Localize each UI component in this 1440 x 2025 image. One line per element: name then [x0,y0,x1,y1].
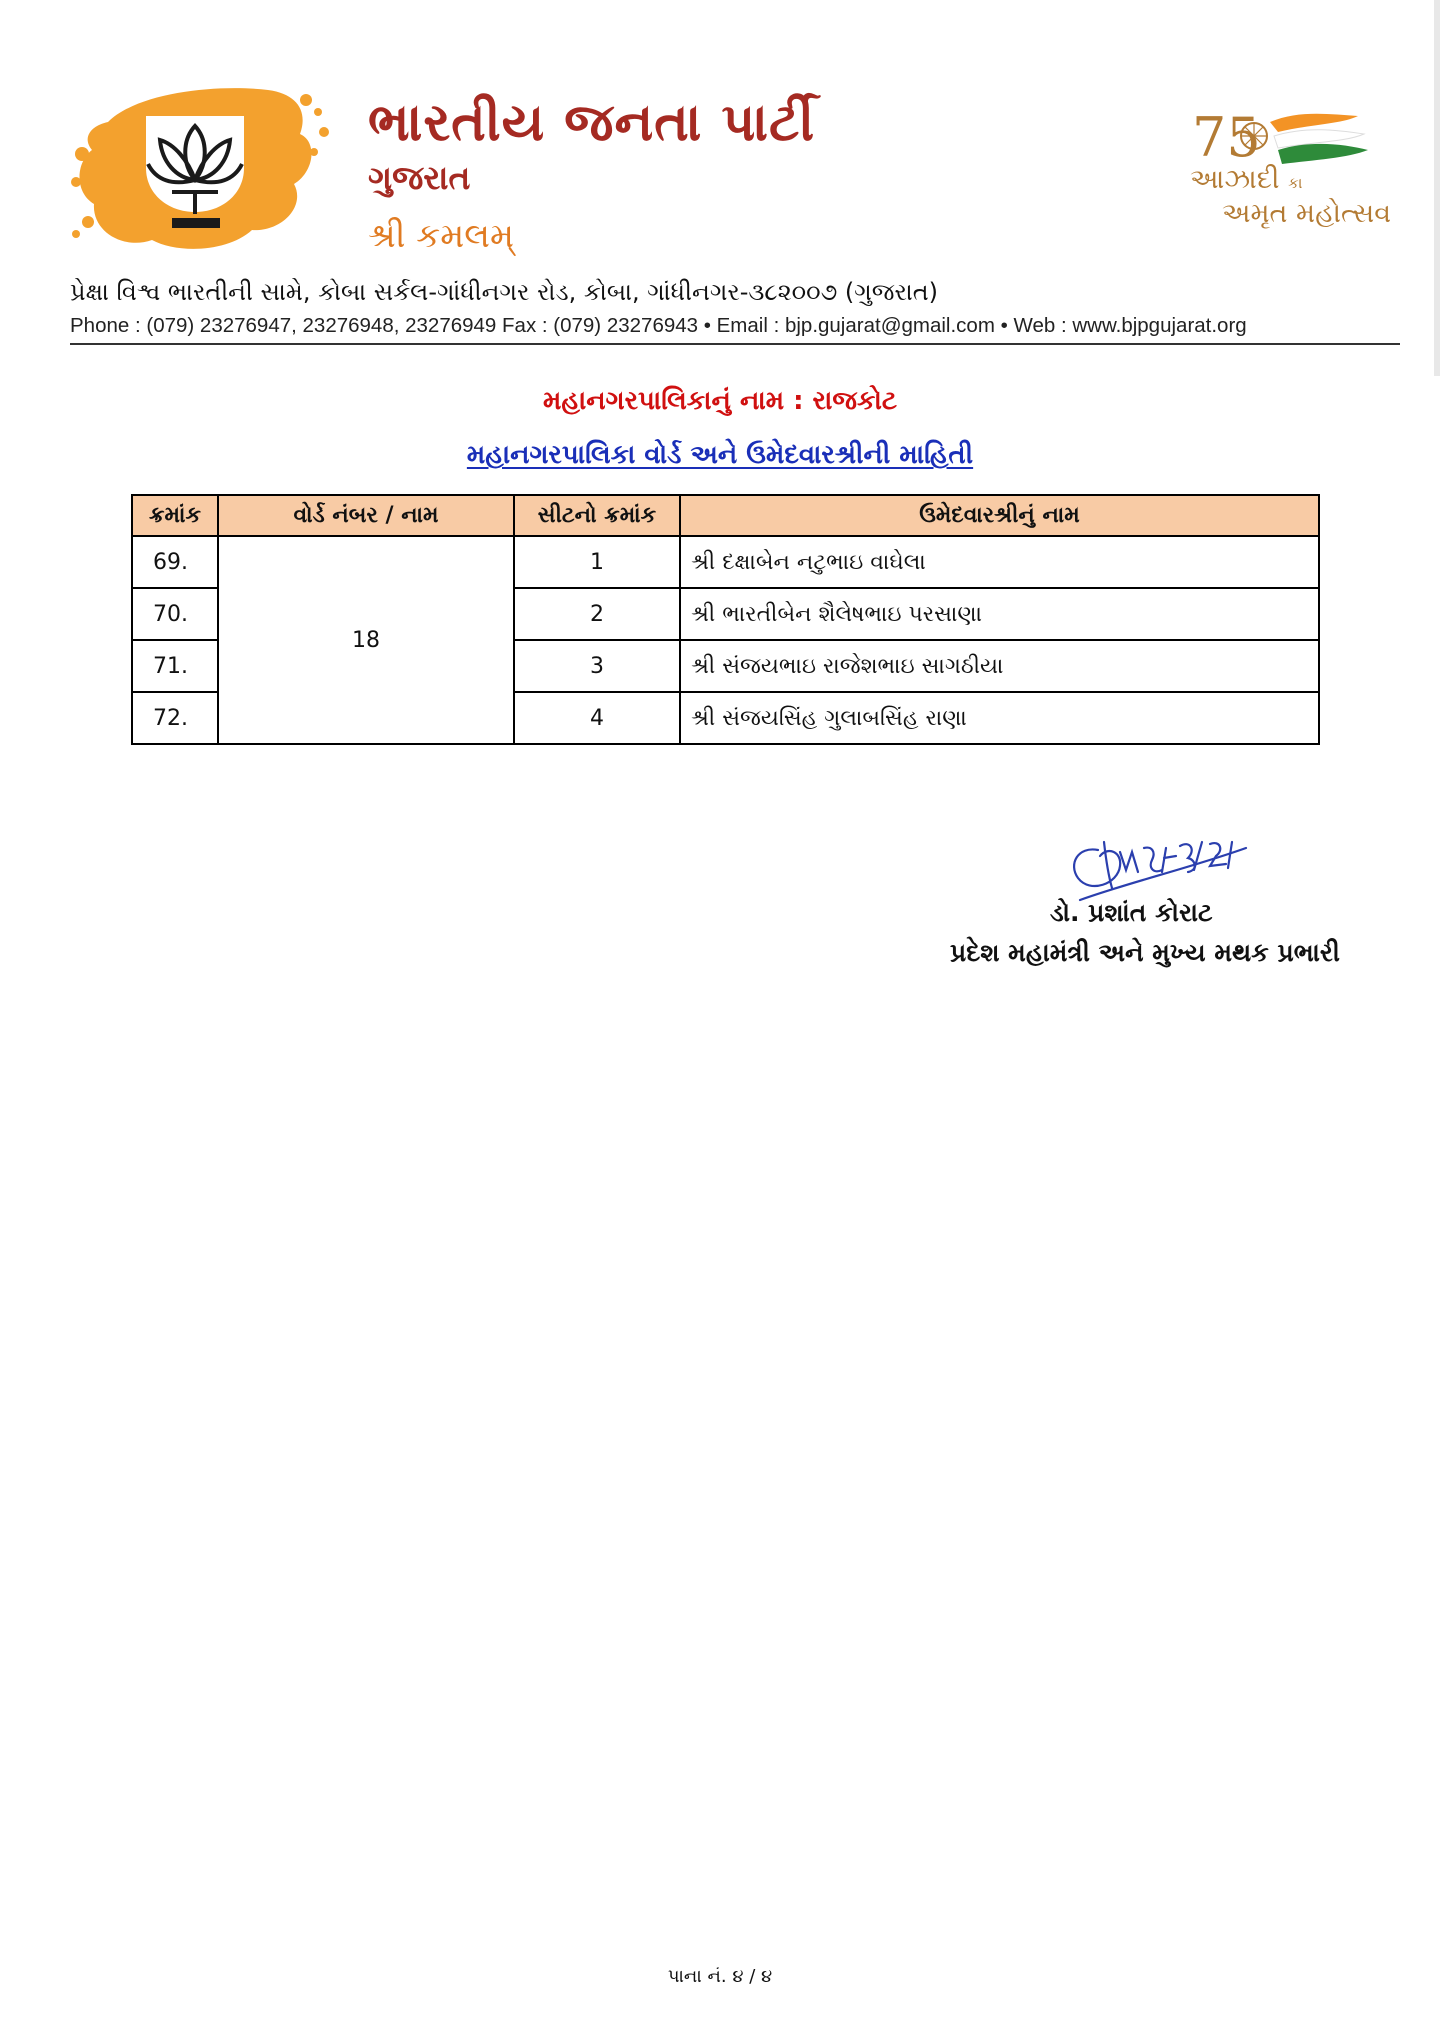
emblem-text-line2: અમૃત મહોત્સવ [1222,198,1392,229]
bjp-lotus-logo [68,82,338,260]
emblem-number: 75 [1192,106,1261,169]
table-row [132,536,1319,588]
info-title-text: મહાનગરપાલિકા વોર્ડ અને ઉમેદવારશ્રીની માહિતી [466,440,974,470]
header-divider [70,343,1400,345]
row-ward-number: 18 [218,536,514,744]
office-name: શ્રી કમલમ્ [368,216,514,256]
header-ward: વોર્ડ નંબર / નામ [218,495,514,536]
info-title [0,440,1440,471]
row-sr-no: 70. [132,588,218,640]
page-number: પાના નં. ૪ / ૪ [667,1966,773,1987]
header-seat: સીટનો ક્રમાંક [514,495,680,536]
row-candidate-name: શ્રી સંજયસિંહ ગુલાબસિંહ રાણા [680,692,1319,744]
table-header-row [132,495,1319,536]
header-sr-no: ક્રમાંક [132,495,218,536]
signatory-name: ડો. પ્રશાંત કોરાટ [1050,898,1213,927]
row-sr-no: 69. [132,536,218,588]
row-seat-number: 1 [514,536,680,588]
row-seat-number: 2 [514,588,680,640]
candidate-table [131,494,1320,745]
row-candidate-name: શ્રી સંજયભાઇ રાજેશભાઇ સાગઠીયા [680,640,1319,692]
header-edge-shade [1434,0,1440,376]
contact-details: Phone : (079) 23276947, 23276948, 23276949 Fax : (079) 23276943 • Email : bjp.gujarat@gmail.com • Web : www.bjpgujarat.org [70,314,1247,337]
row-candidate-name: શ્રી ભારતીબેન શૈલેષભાઇ પરસાણા [680,588,1319,640]
corporation-title: મહાનગરપાલિકાનું નામ : રાજકોટ [543,386,897,416]
party-state: ગુજરાત [368,158,471,197]
row-sr-no: 71. [132,640,218,692]
row-candidate-name: શ્રી દક્ષાબેન નટુભાઇ વાઘેલા [680,536,1319,588]
chakra-icon [1241,123,1267,149]
row-sr-no: 72. [132,692,218,744]
emblem-text-line1: આઝાદી કા [1190,164,1303,195]
row-seat-number: 3 [514,640,680,692]
handwritten-signature-icon [1060,812,1250,902]
signatory-title: પ્રદેશ મહામંત્રી અને મુખ્ય મથક પ્રભારી [950,938,1340,967]
office-address: પ્રેક્ષા વિશ્વ ભારતીની સામે, કોબા સર્કલ-ગાંધીનગર રોડ, કોબા, ગાંધીનગર-૩૮૨૦૦૭ (ગુજરાત) [70,278,939,306]
header-candidate-name: ઉમેદવારશ્રીનું નામ [680,495,1319,536]
party-name: ભારતીય જનતા પાર્ટી [368,92,816,153]
row-seat-number: 4 [514,692,680,744]
